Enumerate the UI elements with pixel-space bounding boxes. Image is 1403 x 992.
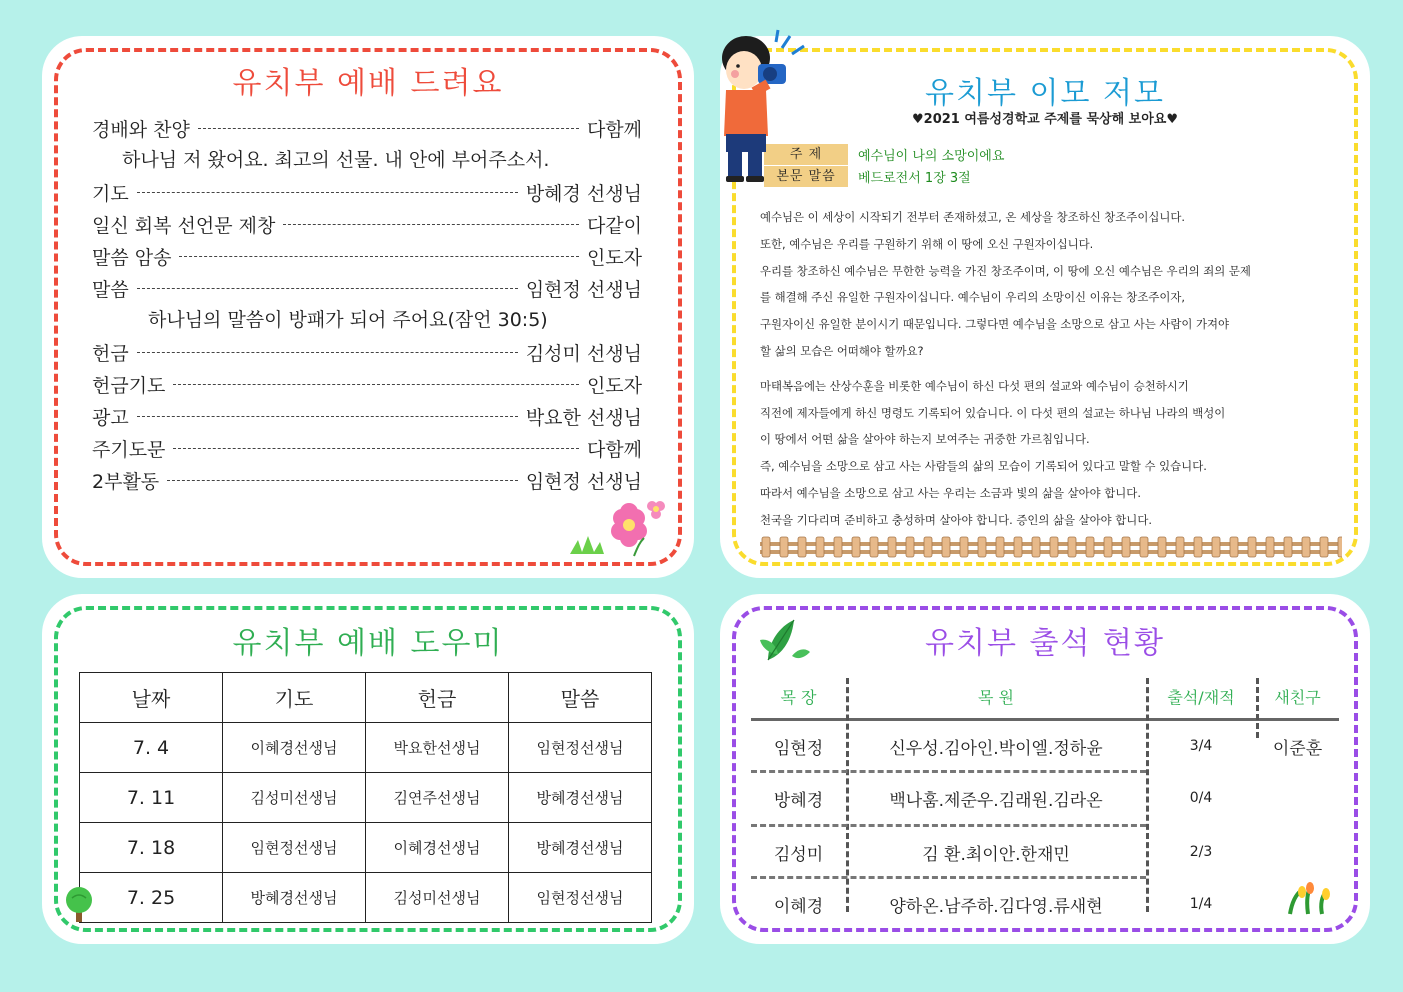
service-item-leader: 다함께 [586,118,642,141]
service-item [92,272,642,304]
dotted-leader [198,128,579,129]
header-sermon: 말씀 [509,673,652,723]
attendance-header-row [751,674,1339,718]
dotted-leader [167,480,518,481]
members-cell: 김 환.최이안.한재민 [922,844,1070,865]
fence-post [888,537,896,557]
text-value: 베드로전서 1장 3절 [858,170,971,186]
service-item [92,112,642,144]
helper-cell: 방혜경선생님 [509,773,652,823]
service-item [92,400,642,432]
paragraph-line: 천국을 기다리며 준비하고 충성하며 살아야 합니다. 증인의 삶을 살아야 합니다. [760,512,1152,527]
service-item-leader: 박요한 선생님 [525,406,642,429]
fence-post [1230,537,1238,557]
members-cell: 양하온.남주하.김다영.류새현 [889,896,1103,917]
fence-post [942,537,950,557]
dotted-leader [179,256,578,257]
service-item-name: 헌금 [92,342,129,365]
service-item [92,336,642,368]
fence-post [1248,537,1256,557]
helper-cell: 임현정선생님 [509,873,652,923]
dotted-leader [173,448,579,449]
service-item-name: 말씀 [92,278,129,301]
fence-post [996,537,1004,557]
fence-post [762,537,770,557]
service-panel [42,36,694,578]
fence-post [1284,537,1292,557]
paragraph-line: 따라서 예수님을 소망으로 삼고 사는 우리는 소금과 빛의 삶을 살아야 합니다. [760,485,1141,500]
header-group: 목 장 [780,687,817,707]
date-cell: 7. 18 [80,823,223,873]
paragraph-line: 또한, 예수님은 우리를 구원하기 위해 이 땅에 오신 구원자이십니다. [760,236,1094,251]
dotted-leader [137,288,518,289]
dotted-leader [137,416,518,417]
fence-post [978,537,986,557]
table-row [80,873,652,923]
table-row [80,773,652,823]
paragraph-line: 할 삶의 모습은 어떠해야 할까요? [760,343,924,358]
tree-icon [62,884,96,924]
sprout-icon [1286,882,1330,916]
paragraph-gap [760,365,1356,373]
fence-post [1140,537,1148,557]
fence-post [1302,537,1310,557]
group-leader-cell: 김성미 [773,844,824,865]
service-item-name: 일신 회복 선언문 제창 [92,214,276,237]
leaf-icon [758,616,814,668]
table-row [751,878,1339,930]
fence-post [1266,537,1274,557]
header-prayer: 기도 [223,673,366,723]
service-item-name: 말씀 암송 [92,246,172,269]
service-item-name: 주기도문 [92,438,166,461]
attendance-count-cell: 2/3 [1189,844,1213,860]
paragraph-line: 이 땅에서 어떤 삶을 살아야 하는지 보여주는 귀중한 가르침입니다. [760,432,1090,447]
fence-post [798,537,806,557]
helper-cell: 방혜경선생님 [509,823,652,873]
header-date: 날짜 [80,673,223,723]
table-row [80,723,652,773]
paragraph-line: 예수님은 이 세상이 시작되기 전부터 존재하셨고, 온 세상을 창조하신 창조주이십니다. [760,210,1185,224]
group-leader-cell: 이혜경 [773,896,824,917]
service-item-leader: 인도자 [586,374,642,397]
dotted-leader [137,352,518,353]
service-item [92,176,642,208]
service-item-leader: 다함께 [586,438,642,461]
attendance-count-cell: 3/4 [1189,738,1213,754]
attendance-count-cell: 0/4 [1189,790,1213,806]
fence-post [1050,537,1058,557]
service-order-list [92,112,642,496]
service-item [92,240,642,272]
helpers-header-row [80,673,652,723]
service-item-leader: 방혜경 선생님 [525,182,642,205]
members-cell: 백나훔.제준우.김래원.김라온 [889,790,1103,811]
paragraph-line: 구원자이신 유일한 분이시기 때문입니다. 그렇다면 예수님을 소망으로 삼고 사는 사람이 가져야 [760,317,1229,332]
header-attendance: 출석/재적 [1167,687,1235,707]
fence-post [1212,537,1220,557]
dotted-leader [137,192,518,193]
helpers-panel [42,594,694,944]
header-offering: 헌금 [366,673,509,723]
service-item-leader: 인도자 [586,246,642,269]
theme-title: 유치부 이모 저모 [925,76,1165,111]
service-subtitle: 하나님 저 왔어요. 최고의 선물. 내 안에 부어주소서. [122,149,550,171]
attendance-count-cell: 1/4 [1189,896,1213,912]
service-subtitle: 하나님의 말씀이 방패가 되어 주어요(잠언 30:5) [148,309,548,331]
fence-post [924,537,932,557]
fence-post [816,537,824,557]
fence-post [1158,537,1166,557]
fence-post [870,537,878,557]
helpers-table [79,672,652,923]
fence-post [906,537,914,557]
theme-panel [720,36,1370,578]
fence-post [1014,537,1022,557]
attendance-table [751,674,1339,918]
fence-icon [760,536,1342,558]
group-leader-cell: 임현정 [773,738,824,759]
helper-cell: 임현정선생님 [509,723,652,773]
table-row [751,772,1339,824]
group-leader-cell: 방혜경 [773,790,824,811]
dotted-leader [173,384,579,385]
photographer-icon [706,26,816,186]
paragraph-line: 마태복음에는 산상수훈을 비롯한 예수님이 하신 다섯 편의 설교와 예수님이 승천하시기 [760,378,1189,393]
service-item [92,368,642,400]
service-item-name: 기도 [92,182,129,205]
helper-cell: 임현정선생님 [223,823,366,873]
table-row [751,720,1339,772]
new-friend-cell: 이준훈 [1272,738,1323,759]
fence-post [1122,537,1130,557]
helper-cell: 김성미선생님 [366,873,509,923]
service-item-name: 헌금기도 [92,374,166,397]
topic-label: 주 제 [764,144,848,165]
fence-post [1338,537,1342,557]
service-item-leader: 임현정 선생님 [525,470,642,493]
fence-post [1086,537,1094,557]
helper-cell: 이혜경선생님 [223,723,366,773]
date-cell: 7. 25 [80,873,223,923]
members-cell: 신우성.김아인.박이엘.정하윤 [889,738,1103,759]
fence-post [1104,537,1112,557]
helpers-title: 유치부 예배 도우미 [232,626,504,661]
paragraph-line: 직전에 제자들에게 하신 명령도 기록되어 있습니다. 이 다섯 편의 설교는 하나님 나라의 백성이 [760,405,1226,420]
service-item-leader: 다같이 [586,214,642,237]
service-item [92,464,642,496]
service-item [92,208,642,240]
attendance-panel [720,594,1370,944]
service-item-name: 경배와 찬양 [92,118,190,141]
fence-post [960,537,968,557]
helper-cell: 김성미선생님 [223,773,366,823]
service-item [92,432,642,464]
helper-cell: 박요한선생님 [366,723,509,773]
fence-post [1194,537,1202,557]
date-cell: 7. 11 [80,773,223,823]
fence-post [780,537,788,557]
fence-post [1320,537,1328,557]
fence-post [834,537,842,557]
theme-paragraphs [760,204,1356,534]
paragraph-line: 우리를 창조하신 예수님은 무한한 능력을 가진 창조주이며, 이 땅에 오신 예수님은 우리의 죄의 문제 [760,263,1251,278]
service-item-name: 2부활동 [92,470,160,493]
dotted-leader [283,224,579,225]
helper-cell: 방혜경선생님 [223,873,366,923]
paragraph-line: 를 해결해 주신 유일한 구원자이십니다. 예수님이 우리의 소망이신 이유는 창조주이자, [760,290,1185,305]
header-members: 목 원 [978,687,1014,707]
text-label: 본문 말씀 [764,166,848,187]
table-row [80,823,652,873]
service-item-name: 광고 [92,406,129,429]
fence-post [1176,537,1184,557]
service-item-leader: 김성미 선생님 [525,342,642,365]
table-row [751,826,1339,878]
helper-cell: 이혜경선생님 [366,823,509,873]
fence-post [1032,537,1040,557]
service-title: 유치부 예배 드려요 [232,66,504,101]
flower-icon [570,498,670,558]
fence-post [852,537,860,557]
service-item-leader: 임현정 선생님 [525,278,642,301]
header-new-friend: 새친구 [1274,687,1321,707]
paragraph-line: 즉, 예수님을 소망으로 삼고 사는 사람들의 삶의 모습이 기록되어 있다고 말할 수 있습니다. [760,459,1207,474]
attendance-title: 유치부 출석 현황 [925,626,1165,661]
topic-value: 예수님이 나의 소망이에요 [858,148,1005,164]
theme-subtitle: ♥2021 여름성경학교 주제를 묵상해 보아요♥ [912,112,1178,127]
fence-post [1068,537,1076,557]
helper-cell: 김연주선생님 [366,773,509,823]
date-cell: 7. 4 [80,723,223,773]
